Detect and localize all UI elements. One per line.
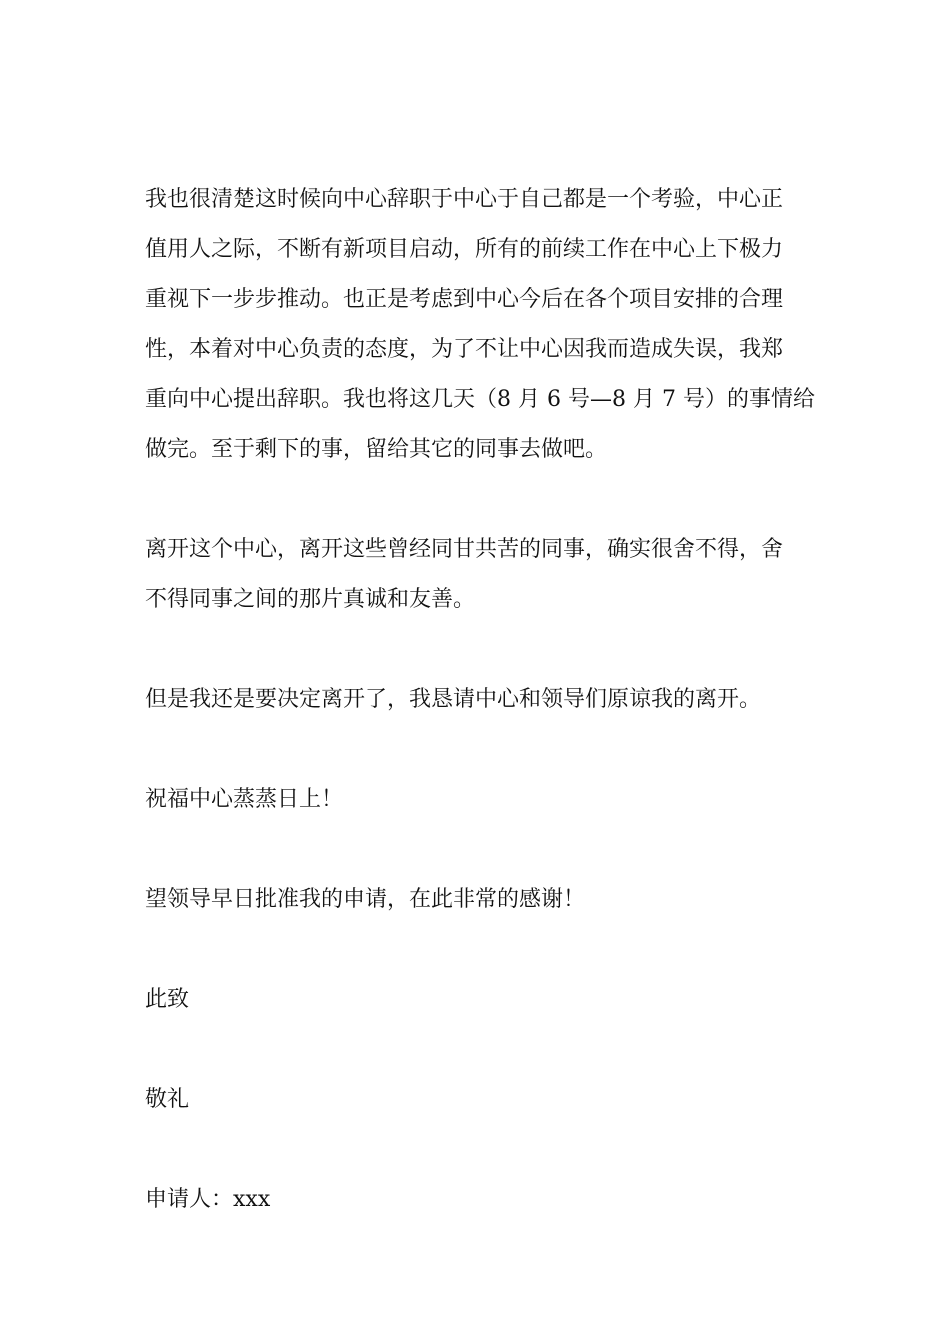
closing-line: 敬礼 <box>145 1087 190 1112</box>
paragraph-line: 重视下一步步推动。也正是考虑到中心今后在各个项目安排的合理 <box>145 287 784 312</box>
paragraph-line: 望领导早日批准我的申请，在此非常的感谢！ <box>145 887 586 912</box>
paragraph-line: 祝福中心蒸蒸日上！ <box>145 787 344 812</box>
closing-line: 此致 <box>145 987 190 1012</box>
paragraph-line: 做完。至于剩下的事，留给其它的同事去做吧。 <box>145 437 608 462</box>
paragraph-line: 值用人之际，不断有新项目启动，所有的前续工作在中心上下极力 <box>145 237 784 262</box>
paragraph-line: 离开这个中心，离开这些曾经同甘共苦的同事，确实很舍不得，舍 <box>145 537 784 562</box>
paragraph-line: 但是我还是要决定离开了，我恳请中心和领导们原谅我的离开。 <box>145 687 762 712</box>
signature-line: 申请人：xxx <box>145 1187 271 1212</box>
paragraph-line: 我也很清楚这时候向中心辞职于中心于自己都是一个考验，中心正 <box>145 187 784 212</box>
paragraph-line: 重向中心提出辞职。我也将这几天（8 月 6 号—8 月 7 号）的事情给 <box>145 387 815 412</box>
paragraph-line: 不得同事之间的那片真诚和友善。 <box>145 587 476 612</box>
paragraph-line: 性，本着对中心负责的态度，为了不让中心因我而造成失误，我郑 <box>145 337 784 362</box>
